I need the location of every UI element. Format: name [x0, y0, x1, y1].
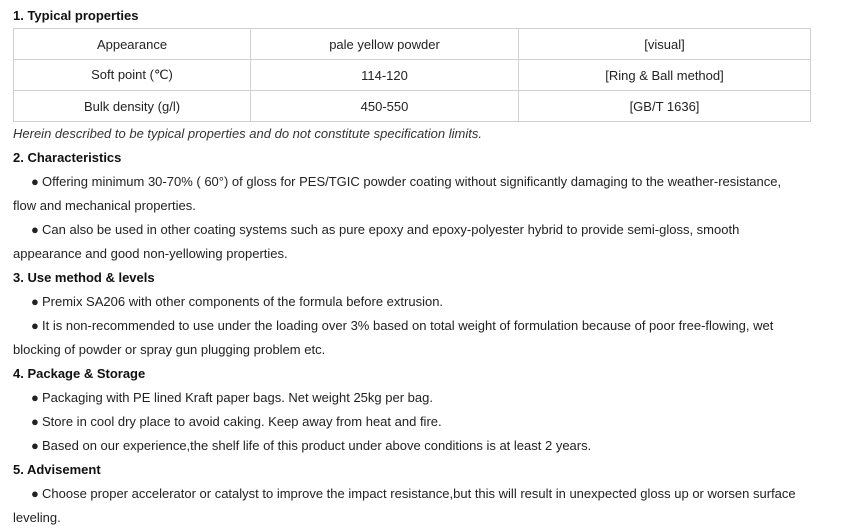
list-item-text: flow and mechanical properties.	[13, 198, 196, 213]
list-item	[13, 314, 813, 362]
table-cell: 114-120	[251, 60, 519, 91]
list-item-text: blocking of powder or spray gun plugging problem etc.	[13, 342, 326, 357]
table-cell: 450-550	[251, 91, 519, 122]
disclaimer-note: Herein described to be typical properties and do not constitute specification limits.	[13, 126, 482, 141]
list-item	[13, 410, 813, 434]
list-item-text: Premix SA206 with other components of the formula before extrusion.	[42, 294, 444, 309]
table-row	[14, 60, 811, 91]
bullet-icon: ●	[31, 438, 39, 453]
list-item-text: leveling.	[13, 510, 61, 525]
table-cell: Bulk density (g/l)	[14, 91, 251, 122]
list-item	[13, 434, 813, 458]
bullet-icon: ●	[31, 486, 39, 501]
list-item-text: It is non-recommended to use under the loading over 3% based on total weight of formulation because of poor free-flowing, wet	[42, 318, 774, 333]
list-item	[13, 170, 813, 218]
list-item-text: Packaging with PE lined Kraft paper bags. Net weight 25kg per bag.	[42, 390, 433, 405]
properties-table	[13, 28, 811, 122]
table-cell: pale yellow powder	[251, 29, 519, 60]
table-cell: Soft point (℃)	[14, 60, 251, 91]
bullet-icon: ●	[31, 174, 39, 189]
list-item-text: Offering minimum 30-70% ( 60°) of gloss for PES/TGIC powder coating without significantly damaging to the weather-resistance,	[42, 174, 782, 189]
table-cell: [Ring & Ball method]	[519, 60, 811, 91]
bullet-icon: ●	[31, 222, 39, 237]
section-title-advisement: 5. Advisement	[13, 462, 101, 477]
section-title-package-storage: 4. Package & Storage	[13, 366, 146, 381]
bullet-icon: ●	[31, 294, 39, 309]
list-item	[13, 218, 813, 266]
section-title-characteristics: 2. Characteristics	[13, 150, 122, 165]
table-row	[14, 29, 811, 60]
list-item-text: Choose proper accelerator or catalyst to improve the impact resistance,but this will result in unexpected gloss up or worsen surface	[42, 486, 796, 501]
list-item	[13, 290, 813, 314]
bullet-icon: ●	[31, 390, 39, 405]
list-item-text: Based on our experience,the shelf life of this product under above conditions is at least 2 years.	[42, 438, 592, 453]
table-cell: [GB/T 1636]	[519, 91, 811, 122]
table-cell: Appearance	[14, 29, 251, 60]
section-title-typical-properties: 1. Typical properties	[13, 8, 139, 23]
table-row	[14, 91, 811, 122]
list-item	[13, 386, 813, 410]
section-title-use-method: 3. Use method & levels	[13, 270, 155, 285]
list-item-text: Can also be used in other coating systems such as pure epoxy and epoxy-polyester hybrid to provide semi-gloss, smooth	[42, 222, 740, 237]
list-item-text: Store in cool dry place to avoid caking. Keep away from heat and fire.	[42, 414, 442, 429]
bullet-icon: ●	[31, 318, 39, 333]
list-item	[13, 482, 813, 530]
bullet-icon: ●	[31, 414, 39, 429]
table-cell: [visual]	[519, 29, 811, 60]
list-item-text: appearance and good non-yellowing properties.	[13, 246, 288, 261]
